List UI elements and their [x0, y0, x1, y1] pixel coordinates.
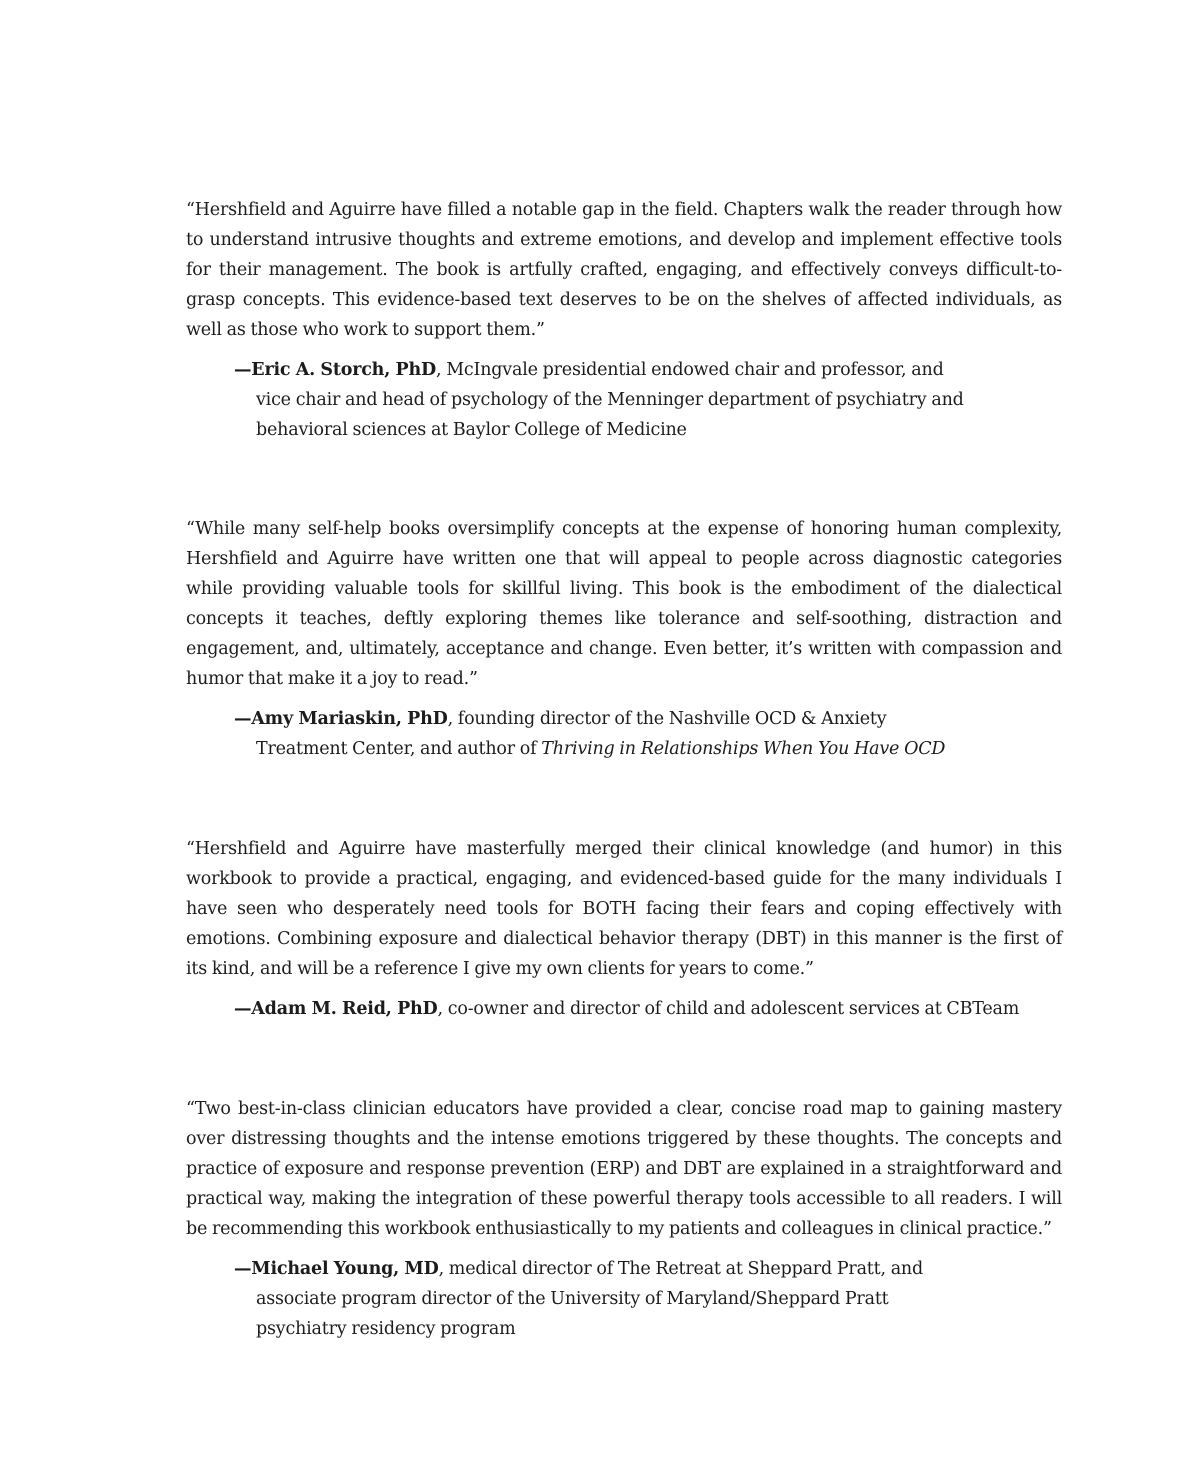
endorsement-young [186, 1094, 1062, 1344]
endorser-affiliation: , co-owner and director of child and adolescent services at CBTeam [437, 999, 1020, 1019]
endorsement-storch [186, 195, 1062, 445]
endorser-name: —Amy Mariaskin, PhD [234, 709, 448, 729]
endorsement-mariaskin [186, 514, 1062, 764]
endorser-affiliation: , medical director of The Retreat at Sheppard Pratt, and associate program director of the University of Maryland/Sheppard Pratt psychiatry residency program [256, 1259, 924, 1339]
endorsement-attribution [234, 994, 1066, 1024]
endorsement-quote: “Hershfield and Aguirre have filled a notable gap in the field. Chapters walk the reader through how to understand intrusive thoughts and extreme emotions, and develop and implement effective tools for their management. The book is artfully crafted, engaging, and effectively conveys difficult-to-grasp concepts. This evidence-based text deserves to be on the shelves of affected individuals, as well as those who work to support them.” [186, 200, 1062, 340]
endorser-name: —Eric A. Storch, PhD [234, 360, 436, 380]
endorser-affiliation: , founding director of the Nashville OCD & Anxiety Treatment Center, and author of [256, 709, 887, 759]
endorser-name: —Adam M. Reid, PhD [234, 999, 438, 1019]
endorsement-attribution [234, 1254, 968, 1344]
endorsement-quote: “Two best-in-class clinician educators have provided a clear, concise road map to gaining mastery over distressing thoughts and the intense emotions triggered by these thoughts. The concepts and practice of exposure and response prevention (ERP) and DBT are explained in a straightforward and practical way, making the integration of these powerful therapy tools accessible to all readers. I will be recommending this workbook enthusiastically to my patients and colleagues in clinical practice.” [186, 1099, 1062, 1239]
endorser-name: —Michael Young, MD [234, 1259, 439, 1279]
book-title: Thriving in Relationships When You Have OCD [541, 739, 946, 759]
endorsement-attribution [234, 355, 968, 445]
endorsement-attribution [234, 704, 968, 764]
endorsement-quote: “While many self-help books oversimplify concepts at the expense of honoring human complexity, Hershfield and Aguirre have written one that will appeal to people across diagnostic categories while providing valuable tools for skillful living. This book is the embodiment of the dialectical concepts it teaches, deftly exploring themes like tolerance and self-soothing, distraction and engagement, and, ultimately, acceptance and change. Even better, it’s written with compassion and humor that make it a joy to read.” [186, 519, 1062, 689]
endorsement-quote: “Hershfield and Aguirre have masterfully merged their clinical knowledge (and humor) in this workbook to provide a practical, engaging, and evidenced-based guide for the many individuals I have seen who desperately need tools for BOTH facing their fears and coping effectively with emotions. Combining exposure and dialectical behavior therapy (DBT) in this manner is the first of its kind, and will be a reference I give my own clients for years to come.” [186, 839, 1062, 979]
endorsement-reid [186, 834, 1062, 1024]
endorser-affiliation: , McIngvale presidential endowed chair and professor, and vice chair and head of psychology of the Menninger department of psychiatry and behavioral sciences at Baylor College of Medicine [256, 360, 964, 440]
